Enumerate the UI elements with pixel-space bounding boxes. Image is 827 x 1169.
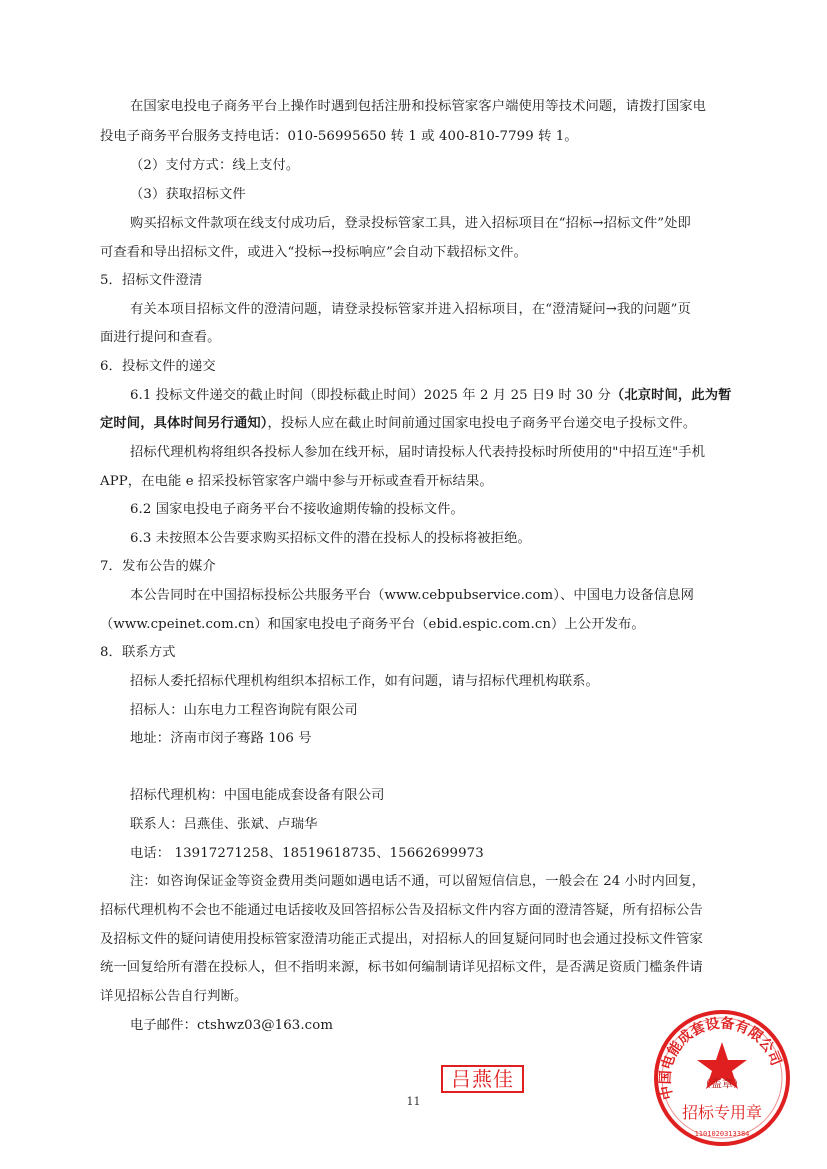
agency-line: 招标代理机构：中国电能成套设备有限公司 [130,788,385,803]
body-line: 有关本项目招标文件的澄清问题，请登录投标管家并进入招标项目，在“澄清疑问→我的问题”页 [130,302,691,317]
tenderer-line: 招标人：山东电力工程咨询院有限公司 [130,703,358,718]
body-line: （2）支付方式：线上支付。 [130,158,300,173]
body-line: 本公告同时在中国招标投标公共服务平台（www.cebpubservice.com）、中国电力设备信息网 [130,588,694,603]
section-heading: 8．联系方式 [100,645,176,660]
body-line: 6.2 国家电投电子商务平台不接收逾期传输的投标文件。 [130,502,464,517]
body-line: 面进行提问和查看。 [100,330,221,345]
body-line: 可查看和导出招标文件，或进入“投标→投标响应”会自动下载招标文件。 [100,245,527,260]
deadline-note-bold: 定时间，具体时间另行通知） [100,416,268,431]
page-number: 11 [406,1095,421,1108]
body-line: 招标人委托招标代理机构组织本招标工作，如有问题，请与招标代理机构联系。 [130,674,599,689]
phone-line: 电话： 13917271258、18519618735、15662699973 [130,846,484,861]
seal-bottom-text: 招标专用章 [681,1103,763,1122]
body-line: （3）获取招标文件 [130,187,246,202]
note-line: 注：如咨询保证金等资金费用类问题如遇电话不通，可以留短信信息，一般会在 24 小时内回复， [130,874,706,889]
deadline-note-bold: （北京时间，此为暂 [610,388,732,403]
body-line [130,386,732,406]
body-line [100,414,696,434]
body-line: （www.cpeinet.com.cn）和国家电投电子商务平台（ebid.espic.com.cn）上公开发布。 [100,617,645,632]
note-line: 及招标文件的疑问请使用投标管家澄清功能正式提出，对招标人的回复疑问同时也会通过投标文件管家 [100,932,703,947]
section-heading: 5．招标文件澄清 [100,273,203,288]
note-line: 详见招标公告自行判断。 [100,989,248,1004]
body-line: 购买招标文件款项在线支付成功后，登录投标管家工具，进入招标项目在“招标→招标文件”处即 [130,216,691,231]
company-seal-icon [652,1008,792,1148]
body-line: 招标代理机构将组织各投标人参加在线开标，届时请投标人代表持投标时所使用的"中招互连"手机 [130,445,706,460]
address-line: 地址：济南市闵子骞路 106 号 [130,731,312,746]
body-line: 投电子商务平台服务支持电话：010-56995650 转 1 或 400-810-7799 转 1。 [100,129,578,144]
body-line: 在国家电投电子商务平台上操作时遇到包括注册和投标管家客户端使用等技术问题，请拨打国家电 [130,99,707,114]
contacts-line: 联系人：吕燕佳、张斌、卢瑞华 [130,817,318,832]
seal-serial: 1101020313384 [694,1130,750,1138]
seal-center-text: （盖章） [700,1077,744,1090]
section-heading: 7．发布公告的媒介 [100,559,216,574]
note-line: 统一回复给所有潜在投标人，但不指明来源，标书如何编制请详见招标文件，是否满足资质门槛条件请 [100,960,703,975]
section-heading: 6．投标文件的递交 [100,359,216,374]
body-line: 6.3 未按照本公告要求购买招标文件的潜在投标人的投标将被拒绝。 [130,531,531,546]
email-line: 电子邮件：ctshwz03@163.com [130,1018,334,1033]
note-line: 招标代理机构不会也不能通过电话接收及回答招标公告及招标文件内容方面的澄清答疑，所有招标公告 [100,903,703,918]
deadline-text: 6.1 投标文件递交的截止时间（即投标截止时间）2025 年 2 月 25 日9 时 30 分 [130,388,611,403]
deadline-text: ，投标人应在截止时间前通过国家电投电子商务平台递交电子投标文件。 [267,416,697,431]
signature-stamp: 吕燕佳 [441,1065,524,1093]
seal-ring-text: 中国电能成套设备有限公司 [657,1015,784,1101]
body-line: APP，在电能 e 招采投标管家客户端中参与开标或查看开标结果。 [100,474,493,489]
